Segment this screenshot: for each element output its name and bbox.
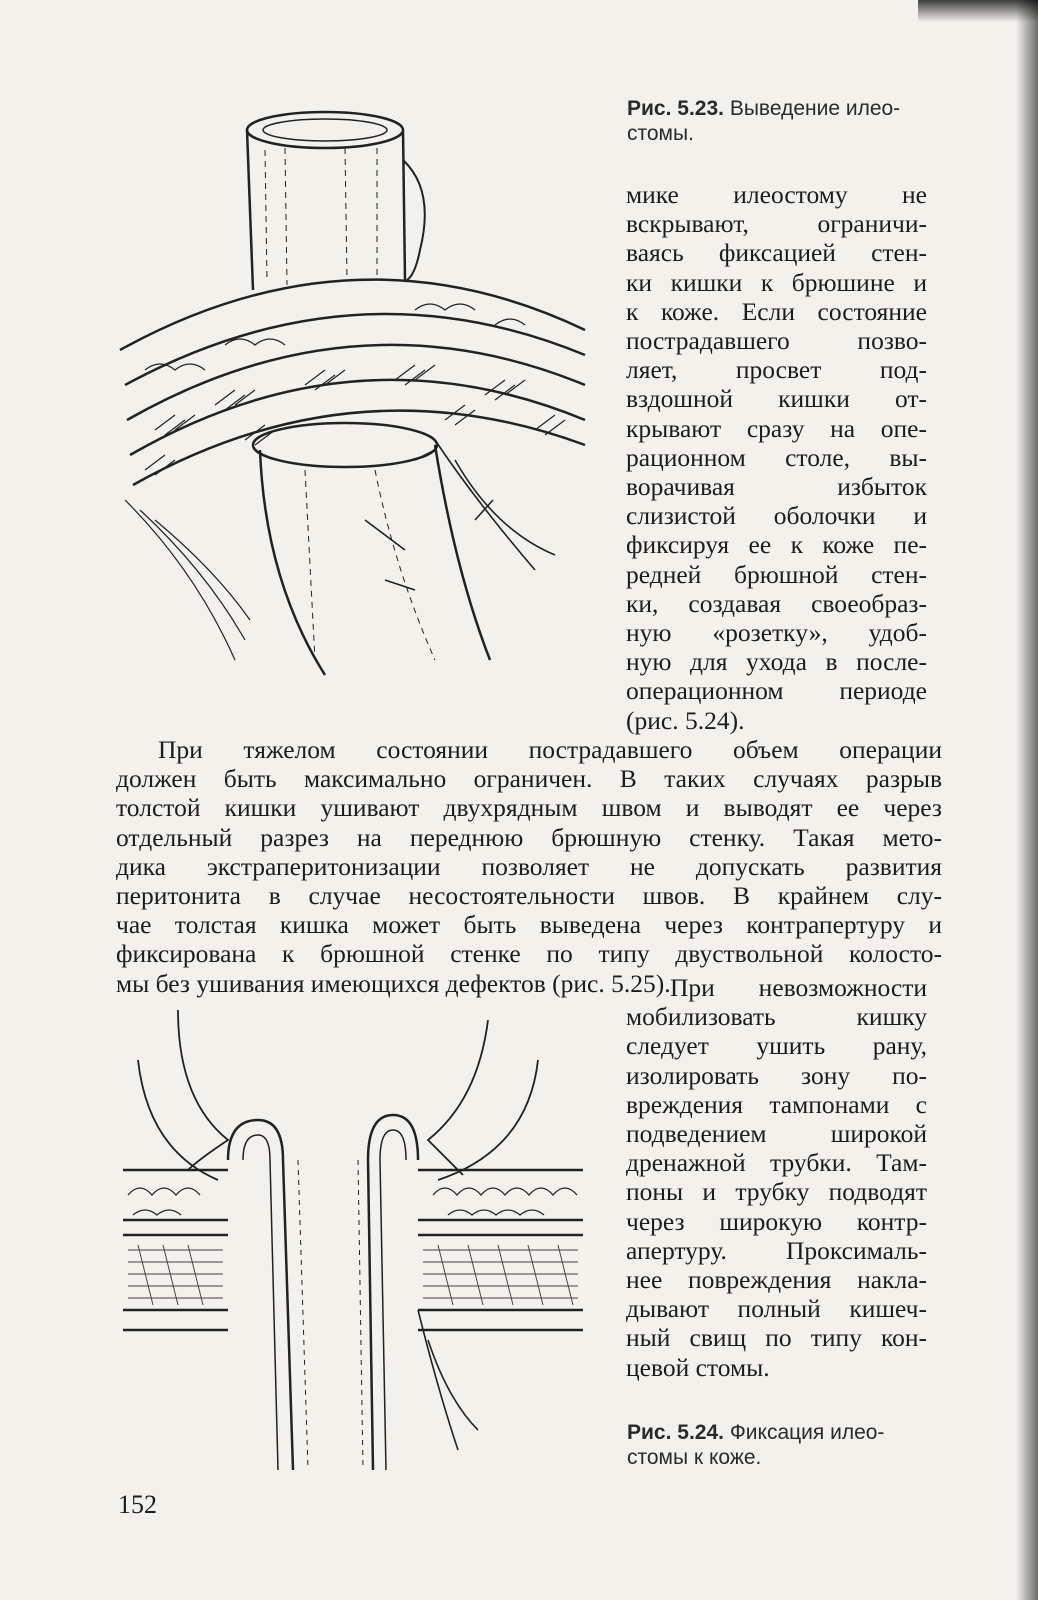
text-line: слизистой оболочки и xyxy=(626,501,927,531)
text-line: мы без ушивания имеющихся дефектов (рис. 5.25). xyxy=(116,968,671,998)
text-line: дика экстраперитонизации позволяет не допускать развития xyxy=(116,851,942,881)
text-line: (рис. 5.24). xyxy=(626,705,745,735)
text-line: ки кишки к брюшине и xyxy=(626,267,927,297)
figure-5-24-caption-line: Фиксация илео- xyxy=(729,1421,885,1444)
text-line: чае толстая кишка может быть выведена через контрапертуру и xyxy=(116,910,942,940)
text-line: ворачивая избыток xyxy=(626,472,927,502)
right-column-text-1 xyxy=(626,180,927,735)
text-line: перитонита в случае несостоятельности швов. В крайнем слу- xyxy=(116,881,942,911)
text-line: толстой кишки ушивают двухрядным швом и выводят ее через xyxy=(116,793,942,823)
text-line: следует ушить рану, xyxy=(626,1031,927,1061)
text-line: нее повреждения накла- xyxy=(626,1265,927,1295)
page-shadow xyxy=(1016,0,1038,1600)
text-line: фиксирована к брюшной стенке по типу двуствольной колосто- xyxy=(116,939,942,969)
figure-5-23-number: Рис. 5.23. xyxy=(627,97,724,120)
text-line: ваясь фиксацией стен- xyxy=(626,238,927,268)
text-line: дренажной трубки. Там- xyxy=(626,1148,927,1178)
text-line: апертуру. Проксималь- xyxy=(626,1235,927,1265)
figure-5-24-caption-line: стомы к коже. xyxy=(627,1446,762,1469)
text-line: вскрывают, ограничи- xyxy=(626,209,927,239)
text-line: ную «розетку», удоб- xyxy=(626,618,927,648)
text-line: пострадавшего позво- xyxy=(626,326,927,356)
text-line: ный свищ по типу кон- xyxy=(626,1323,927,1353)
figure-5-23-illustration xyxy=(115,100,605,690)
text-line: подведением широкой xyxy=(626,1119,927,1149)
main-paragraph xyxy=(116,735,942,998)
text-line: дывают полный кишеч- xyxy=(626,1294,927,1324)
text-line: к коже. Если состояние xyxy=(626,296,927,326)
figure-5-23-caption-line: стомы. xyxy=(627,122,694,145)
page-number: 152 xyxy=(118,1490,157,1519)
text-line: должен быть максимально ограничен. В таких случаях разрыв xyxy=(116,764,942,794)
figure-5-23-caption-line: Выведение илео- xyxy=(729,97,901,120)
text-line: редней брюшной стен- xyxy=(626,559,927,589)
text-line: ную для ухода в после- xyxy=(626,647,927,677)
right-column-text-2 xyxy=(626,973,927,1382)
text-line: вреждения тампонами с xyxy=(626,1089,927,1119)
figure-5-24-number: Рис. 5.24. xyxy=(627,1421,724,1444)
text-line: ки, создавая своеобраз- xyxy=(626,588,927,618)
text-line: крывают сразу на опе- xyxy=(626,413,927,443)
text-line: цевой стомы. xyxy=(626,1352,770,1382)
text-line: отдельный разрез на переднюю брюшную стенку. Такая мето- xyxy=(116,822,942,852)
text-line: При невозможности xyxy=(670,973,927,1002)
text-line: мике илеостому не xyxy=(626,180,927,209)
text-line: вздошной кишки от- xyxy=(626,384,927,414)
figure-5-24-illustration xyxy=(118,1010,588,1480)
text-line: изолировать зону по- xyxy=(626,1060,927,1090)
figure-5-24-caption xyxy=(627,1420,947,1470)
text-line: мобилизовать кишку xyxy=(626,1002,927,1032)
text-line: При тяжелом состоянии пострадавшего объем операции xyxy=(158,735,942,764)
text-line: поны и трубку подводят xyxy=(626,1177,927,1207)
corner-shadow xyxy=(918,0,1038,22)
text-line: рационном столе, вы- xyxy=(626,442,927,472)
text-line: через широкую контр- xyxy=(626,1206,927,1236)
text-line: операционном периоде xyxy=(626,676,927,706)
text-line: фиксируя ее к коже пе- xyxy=(626,530,927,560)
text-line: ляет, просвет под- xyxy=(626,355,927,385)
figure-5-23-caption xyxy=(627,96,947,146)
